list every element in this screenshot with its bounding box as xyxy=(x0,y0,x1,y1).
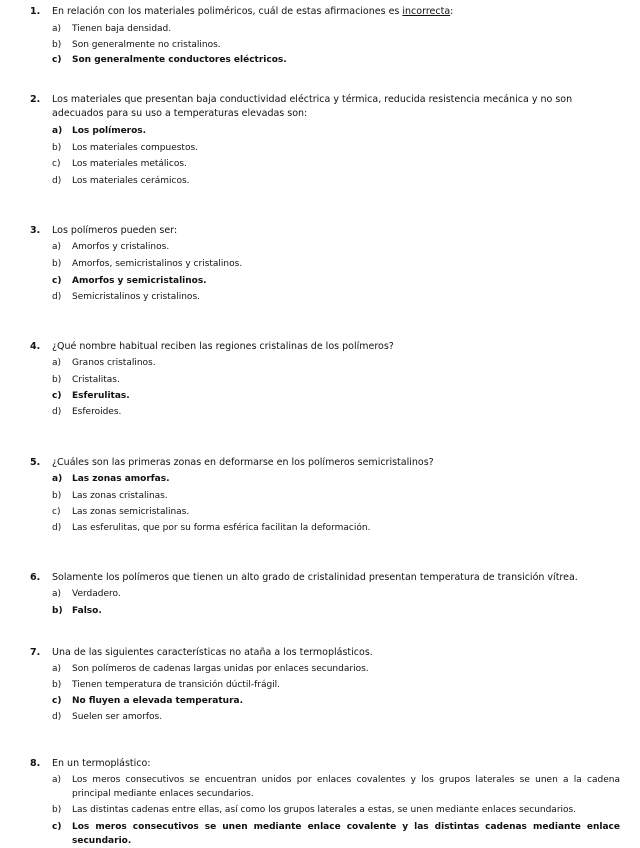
question-stem: En un termoplástico: xyxy=(52,758,151,769)
option-letter: a) xyxy=(52,775,62,785)
option-letter: c) xyxy=(52,822,62,832)
option-letter: a) xyxy=(52,589,62,599)
question-number: 5. xyxy=(30,457,41,468)
option-text: Son generalmente no cristalinos. xyxy=(72,40,221,50)
option-text: Las esferulitas, que por su forma esférica facilitan la deformación. xyxy=(72,523,371,533)
option-letter: a) xyxy=(52,664,62,674)
option-letter: c) xyxy=(52,55,62,65)
option-letter: b) xyxy=(52,259,62,269)
option-text: Los polímeros. xyxy=(72,126,147,136)
option-text: Los meros consecutivos se unen mediante enlace covalente y las distintas cadenas mediante enlace secundario. xyxy=(72,822,620,846)
question-number: 1. xyxy=(30,6,41,17)
option-letter: c) xyxy=(52,159,61,169)
option-letter: b) xyxy=(52,143,62,153)
option-letter: a) xyxy=(52,24,62,34)
option-letter: c) xyxy=(52,391,62,401)
option-letter: d) xyxy=(52,292,62,302)
option-letter: b) xyxy=(52,606,63,616)
option-text: Las zonas amorfas. xyxy=(72,474,170,484)
option-text: Verdadero. xyxy=(72,589,121,599)
question-stem: Una de las siguientes características no ataña a los termoplásticos. xyxy=(52,647,373,658)
option-letter: d) xyxy=(52,407,62,417)
option-letter: a) xyxy=(52,474,63,484)
option-text: Las distintas cadenas entre ellas, así como los grupos laterales a estas, se unen mediante enlaces secundarios. xyxy=(72,805,577,815)
question-stem: Los polímeros pueden ser: xyxy=(52,225,178,236)
option-text: Los meros consecutivos se encuentran unidos por enlaces covalentes y los grupos laterales se unen a la cadena principal mediante enlaces secundarios. xyxy=(72,775,620,799)
option-text: Amorfos y semicristalinos. xyxy=(72,276,207,286)
option-text: Son generalmente conductores eléctricos. xyxy=(72,55,287,65)
option-letter: d) xyxy=(52,523,62,533)
option-text: Suelen ser amorfos. xyxy=(72,712,163,722)
option-letter: b) xyxy=(52,805,62,815)
option-text: Los materiales cerámicos. xyxy=(72,176,190,186)
option-text: Son polímeros de cadenas largas unidas por enlaces secundarios. xyxy=(72,664,369,674)
option-text: Tienen temperatura de transición dúctil-frágil. xyxy=(72,680,281,690)
option-letter: c) xyxy=(52,507,61,517)
question-stem xyxy=(52,5,620,19)
option-letter: a) xyxy=(52,358,62,368)
option-letter: d) xyxy=(52,176,62,186)
option-letter: b) xyxy=(52,491,62,501)
underlined-keyword: incorrecta xyxy=(402,6,451,17)
option-text: Esferulitas. xyxy=(72,391,130,401)
option-text: Semicristalinos y cristalinos. xyxy=(72,292,200,302)
option-letter: b) xyxy=(52,680,62,690)
option-text: Falso. xyxy=(72,606,102,616)
question-stem-text: En relación con los materiales poliméricos, cuál de estas afirmaciones es xyxy=(52,6,403,17)
question-number: 2. xyxy=(30,94,41,105)
option-text: No fluyen a elevada temperatura. xyxy=(72,696,244,706)
option-text: Granos cristalinos. xyxy=(72,358,156,368)
option-text: Cristalitas. xyxy=(72,375,120,385)
option-letter: b) xyxy=(52,375,62,385)
option-text: Las zonas cristalinas. xyxy=(72,491,168,501)
question-number: 4. xyxy=(30,341,41,352)
option-text: Los materiales metálicos. xyxy=(72,159,187,169)
question-stem-colon: : xyxy=(450,6,454,17)
option-letter: a) xyxy=(52,242,62,252)
question-stem: Solamente los polímeros que tienen un alto grado de cristalinidad presentan temperatura de transición vítrea. xyxy=(52,572,578,583)
question-stem: ¿Qué nombre habitual reciben las regiones cristalinas de los polímeros? xyxy=(52,341,394,352)
question-number: 8. xyxy=(30,758,41,769)
option-text: Tienen baja densidad. xyxy=(72,24,172,34)
option-text: Esferoides. xyxy=(72,407,122,417)
question-number: 3. xyxy=(30,225,41,236)
question-number: 7. xyxy=(30,647,41,658)
option-letter: b) xyxy=(52,40,62,50)
option-text: Las zonas semicristalinas. xyxy=(72,507,190,517)
question-stem: Los materiales que presentan baja conductividad eléctrica y térmica, reducida resistencia mecánica y no son adecuados para su uso a temperaturas elevadas son: xyxy=(52,94,573,119)
option-letter: c) xyxy=(52,276,62,286)
question-stem: ¿Cuáles son las primeras zonas en deformarse en los polímeros semicristalinos? xyxy=(52,457,434,468)
question-number: 6. xyxy=(30,572,41,583)
option-text: Amorfos y cristalinos. xyxy=(72,242,170,252)
option-letter: d) xyxy=(52,712,62,722)
option-text: Los materiales compuestos. xyxy=(72,143,199,153)
option-text: Amorfos, semicristalinos y cristalinos. xyxy=(72,259,243,269)
option-letter: a) xyxy=(52,126,63,136)
option-letter: c) xyxy=(52,696,62,706)
